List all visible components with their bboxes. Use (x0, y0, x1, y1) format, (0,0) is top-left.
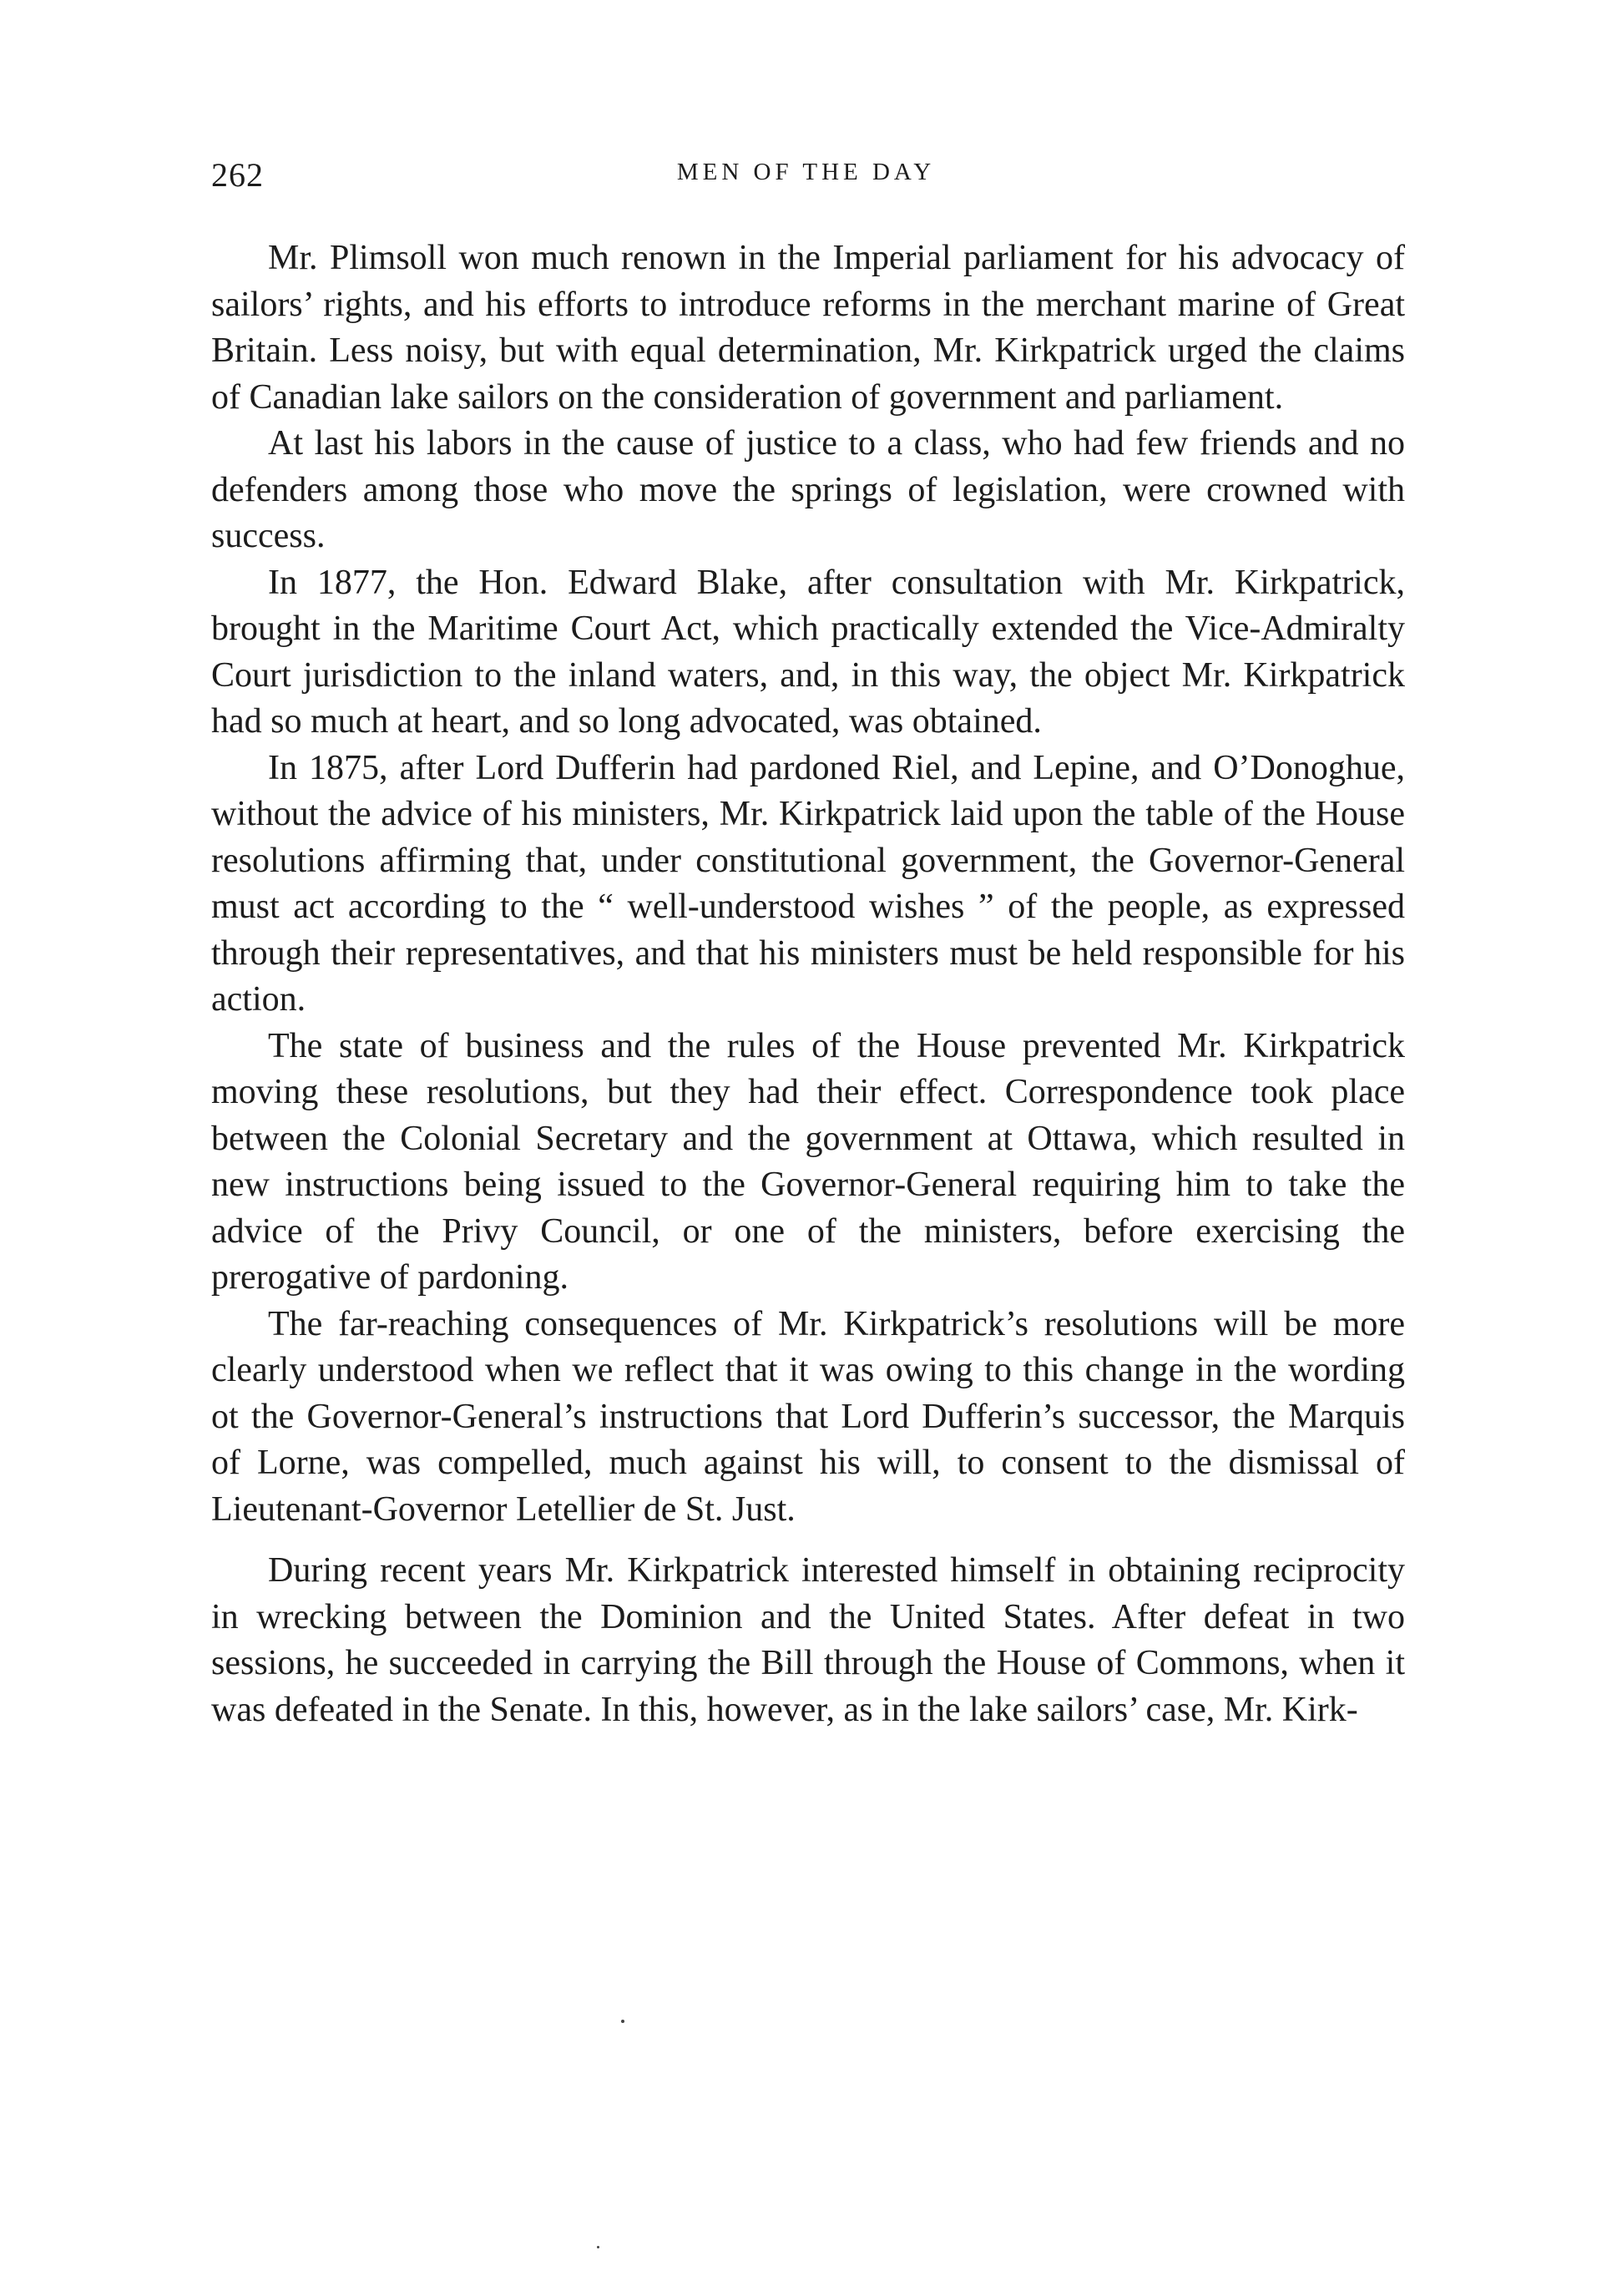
print-speck (597, 2246, 599, 2248)
paragraph: Mr. Plimsoll won much renown in the Imperial parliament for his advocacy of sailors’ rights, and his efforts to introduce reforms in the merchant marine of Great Britain. Less noisy, but with equal determination, Mr. Kirkpatrick urged the claims of Canadian lake sailors on the consideration of government and parliament. (211, 239, 1405, 417)
paragraph: In 1875, after Lord Dufferin had pardoned Riel, and Lepine, and O’Donoghue, without the advice of his ministers, Mr. Kirkpatrick laid upon the table of the House resolutions affirming that, under constitutional government, the Governor-General must act according to the “ well-understood wishes ” of the people, as expressed through their representatives, and that his ministers must be held responsible for his action. (211, 748, 1405, 1019)
paragraph: In 1877, the Hon. Edward Blake, after consultation with Mr. Kirkpatrick, brought in the Maritime Court Act, which practically extended the Vice-Admiralty Court jurisdiction to the inland waters, and, in this way, the object Mr. Kirkpatrick had so much at heart, and so long advocated, was obtained. (211, 563, 1405, 741)
running-head: MEN OF THE DAY (676, 159, 936, 185)
paragraph: The far-reaching consequences of Mr. Kirkpatrick’s resolutions will be more clearly understood when we reflect that it was owing to this change in the wording ot the Governor-General’s instructions that Lord Dufferin’s successor, the Marquis of Lorne, was compelled, much against his will, to consent to the dismissal of Lieutenant-Governor Letellier de St. Just. (211, 1304, 1405, 1529)
paragraph: At last his labors in the cause of justice to a class, who had few friends and no defenders among those who move the springs of legislation, were crowned with success. (211, 424, 1405, 555)
paragraph: During recent years Mr. Kirkpatrick interested himself in obtaining reciprocity in wrecking between the Dominion and the United States. After defeat in two sessions, he succeeded in carrying the Bill through the House of Commons, when it was defeated in the Senate. In this, however, as in the lake sailors’ case, Mr. Kirk- (211, 1551, 1405, 1729)
print-speck (621, 2020, 624, 2023)
body-text (211, 235, 1405, 1733)
paragraph: The state of business and the rules of the House prevented Mr. Kirkpatrick moving these resolutions, but they had their effect. Correspondence took place between the Colonial Secretary and the government at Ottawa, which resulted in new instructions being issued to the Governor-General requiring him to take the advice of the Privy Council, or one of the ministers, before exercising the prerogative of pardoning. (211, 1026, 1405, 1297)
page-number: 262 (211, 156, 264, 194)
